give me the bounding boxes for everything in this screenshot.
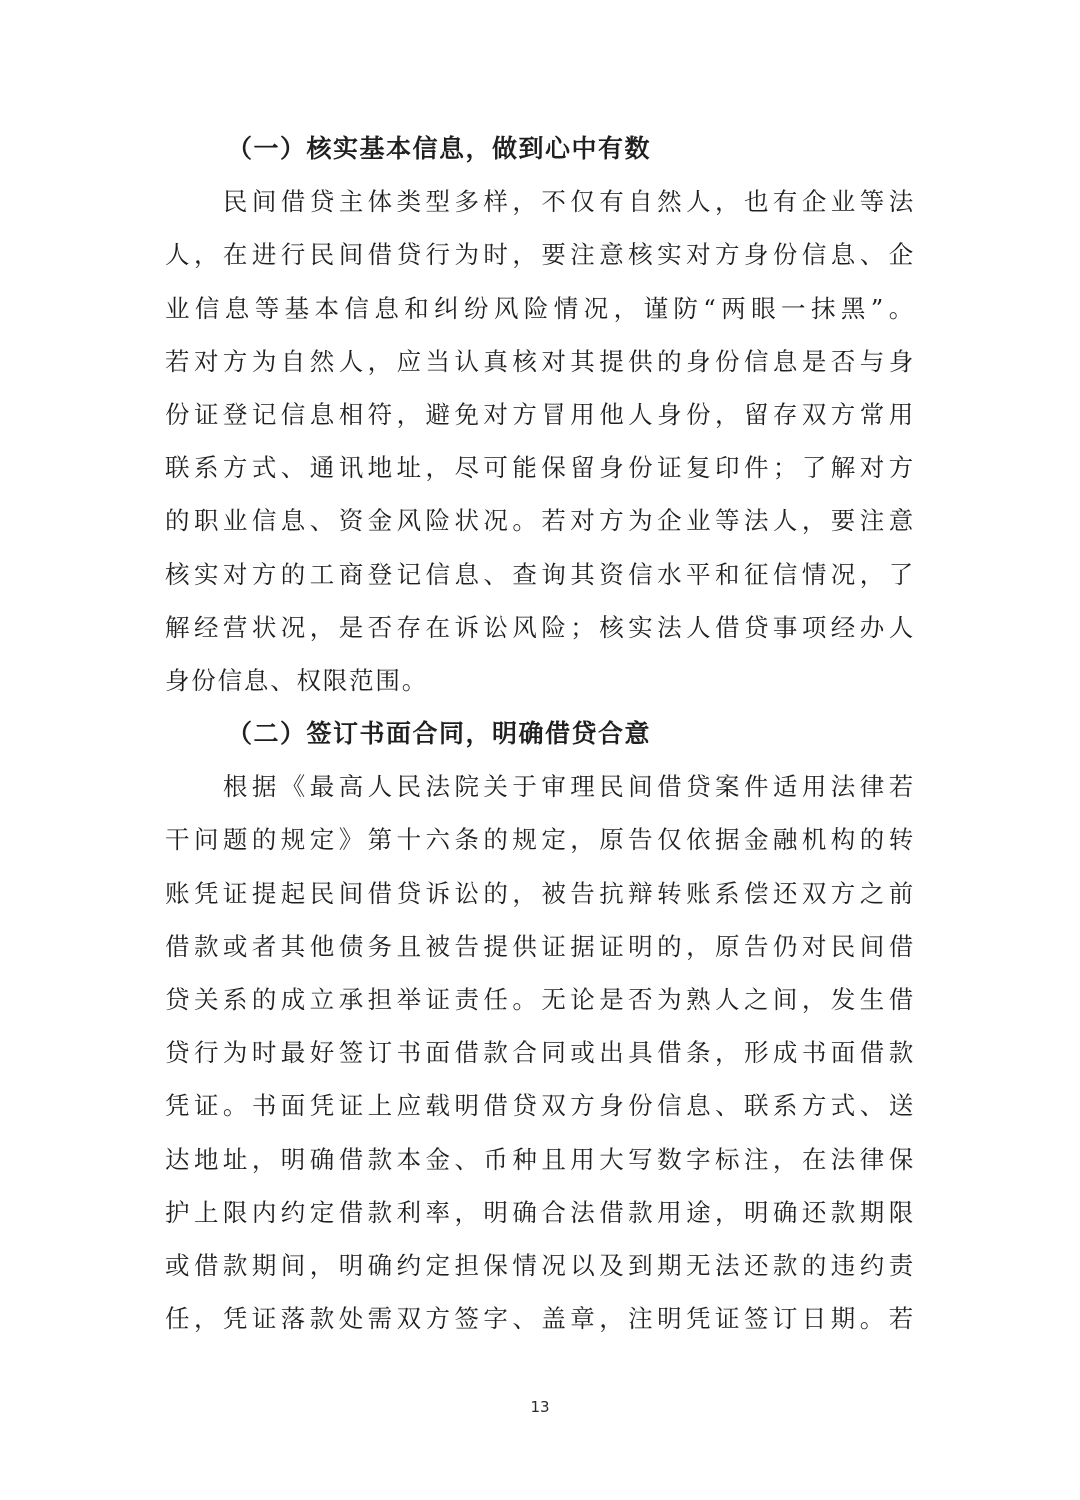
text-line: 身份信息、权限范围。 xyxy=(165,665,428,695)
section-heading-2: （二）签订书面合同，明确借贷合意 xyxy=(227,719,652,749)
text-line: 核实对方的工商登记信息、查询其资信水平和征信情况，了 xyxy=(165,559,915,589)
text-line: 护上限内约定借款利率，明确合法借款用途，明确还款期限 xyxy=(165,1197,915,1227)
text-line: 任，凭证落款处需双方签字、盖章，注明凭证签订日期。若 xyxy=(165,1304,915,1334)
text-line: 干问题的规定》第十六条的规定，原告仅依据金融机构的转 xyxy=(165,825,915,855)
section-1-paragraph xyxy=(165,175,915,707)
text-line: 解经营状况，是否存在诉讼风险；核实法人借贷事项经办人 xyxy=(165,612,915,642)
text-line: 联系方式、通讯地址，尽可能保留身份证复印件；了解对方 xyxy=(165,453,915,483)
page-number: 13 xyxy=(530,1398,550,1416)
text-line: 贷行为时最好签订书面借款合同或出具借条，形成书面借款 xyxy=(165,1038,915,1068)
text-line: 业信息等基本信息和纠纷风险情况，谨防“两眼一抹黑”。 xyxy=(165,293,915,323)
text-line: 或借款期间，明确约定担保情况以及到期无法还款的违约责 xyxy=(165,1250,915,1280)
text-line: 借款或者其他债务且被告提供证据证明的，原告仍对民间借 xyxy=(165,931,915,961)
text-line: 账凭证提起民间借贷诉讼的，被告抗辩转账系偿还双方之前 xyxy=(165,878,915,908)
text-line: 若对方为自然人，应当认真核对其提供的身份信息是否与身 xyxy=(165,346,915,376)
text-line: 的职业信息、资金风险状况。若对方为企业等法人，要注意 xyxy=(165,506,915,536)
text-line: 根据《最高人民法院关于审理民间借贷案件适用法律若 xyxy=(165,772,915,802)
text-line: 凭证。书面凭证上应载明借贷双方身份信息、联系方式、送 xyxy=(165,1091,915,1121)
text-line: 达地址，明确借款本金、币种且用大写数字标注，在法律保 xyxy=(165,1144,915,1174)
text-line: 份证登记信息相符，避免对方冒用他人身份，留存双方常用 xyxy=(165,399,915,429)
section-2-paragraph xyxy=(165,760,915,1345)
text-line: 人，在进行民间借贷行为时，要注意核实对方身份信息、企 xyxy=(165,240,915,270)
section-heading-1: （一）核实基本信息，做到心中有数 xyxy=(227,134,652,163)
text-line: 贷关系的成立承担举证责任。无论是否为熟人之间，发生借 xyxy=(165,985,915,1014)
document-body xyxy=(165,122,915,1345)
text-line: 民间借贷主体类型多样，不仅有自然人，也有企业等法 xyxy=(165,187,915,217)
